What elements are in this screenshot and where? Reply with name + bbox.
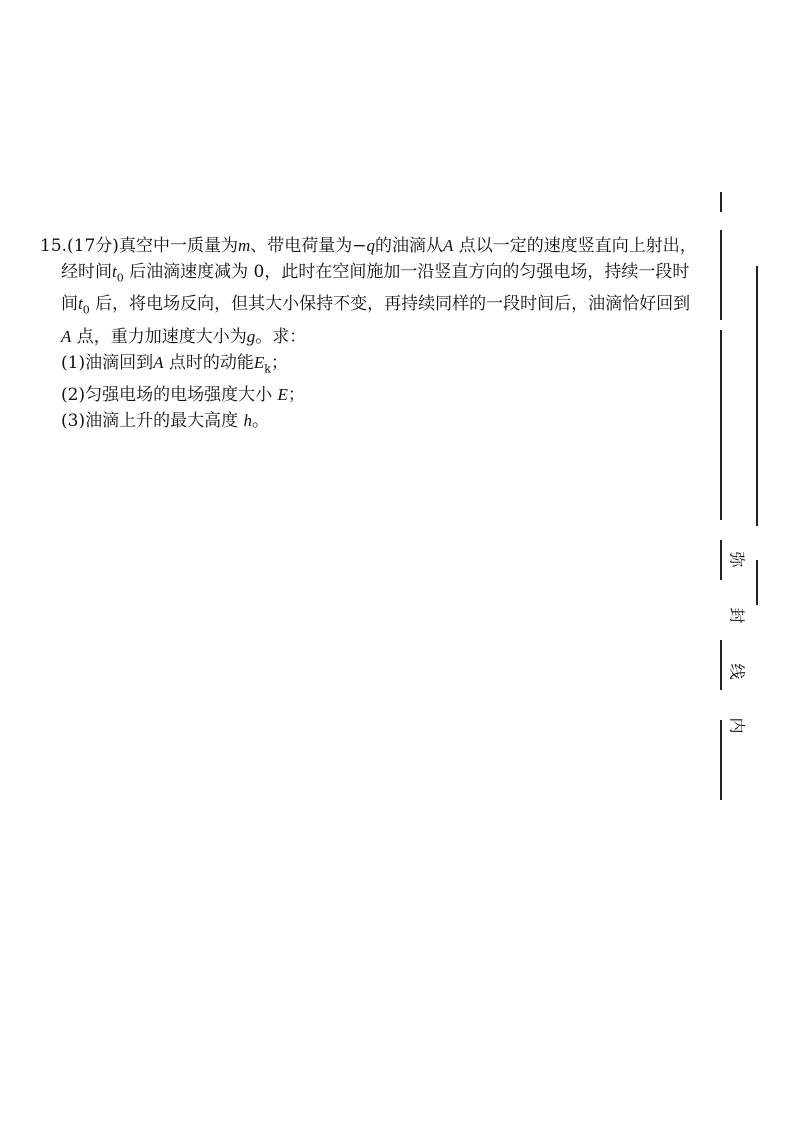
- var-m: m: [237, 236, 251, 255]
- stem-text: 的油滴从: [374, 236, 443, 256]
- question-2: [40, 382, 700, 408]
- var-E: E: [253, 352, 265, 372]
- problem-score: (17分): [67, 236, 119, 256]
- question-text: (1)油滴回到: [61, 352, 154, 373]
- stem-text: 后，将电场反向，但其大小保持不变，再持续同样的一段时间后，油滴恰好回到: [89, 294, 691, 315]
- question-text: 。: [252, 411, 269, 432]
- seal-divider-line: [720, 330, 722, 520]
- problem-stem: [40, 233, 700, 350]
- stem-text: 后油滴速度减为 0，此时在空间施加一沿竖直方向的匀强电场，持续一段时间: [61, 262, 690, 315]
- seal-divider-line: [720, 540, 722, 580]
- stem-text: 。求：: [255, 326, 307, 347]
- question-text: (2)匀强电场的电场强度大小: [61, 385, 273, 406]
- var-h: h: [243, 411, 252, 431]
- question-3: [40, 408, 700, 434]
- var-t: t: [112, 262, 117, 281]
- subscript-0: 0: [116, 271, 124, 285]
- stem-text: 点以一定的速度竖直向上射出，经时间: [61, 236, 697, 282]
- seal-divider-line: [720, 640, 722, 690]
- var-A: A: [442, 236, 454, 255]
- question-text: ；: [287, 385, 305, 406]
- question-text: ；: [270, 352, 288, 373]
- seal-divider-line: [720, 230, 722, 320]
- problem-number: 15.: [40, 236, 68, 256]
- seal-divider-line: [756, 560, 758, 605]
- problem-15: [40, 233, 700, 434]
- seal-divider-line: [756, 266, 758, 526]
- var-A: A: [61, 326, 72, 346]
- seal-divider-line: [720, 192, 722, 212]
- question-text: 点时的动能: [163, 352, 254, 373]
- seal-char: 线: [727, 663, 747, 680]
- seal-char: 封: [727, 607, 747, 624]
- subscript-0: 0: [82, 303, 90, 317]
- question-1: [40, 350, 700, 382]
- stem-text: 真空中一质量为: [118, 236, 238, 256]
- var-g: g: [246, 326, 256, 346]
- subscript-k: k: [264, 362, 271, 376]
- stem-text: 点，重力加速度大小为: [71, 326, 247, 347]
- var-t: t: [78, 294, 83, 314]
- var-E: E: [277, 385, 288, 405]
- seal-divider-line: [720, 720, 722, 800]
- question-text: (3)油滴上升的最大高度: [61, 411, 239, 432]
- stem-text: 、带电荷量为−: [250, 236, 367, 256]
- seal-char: 弥: [727, 551, 747, 568]
- var-A: A: [153, 352, 164, 372]
- var-q: q: [366, 236, 375, 255]
- seal-char: 内: [727, 717, 747, 734]
